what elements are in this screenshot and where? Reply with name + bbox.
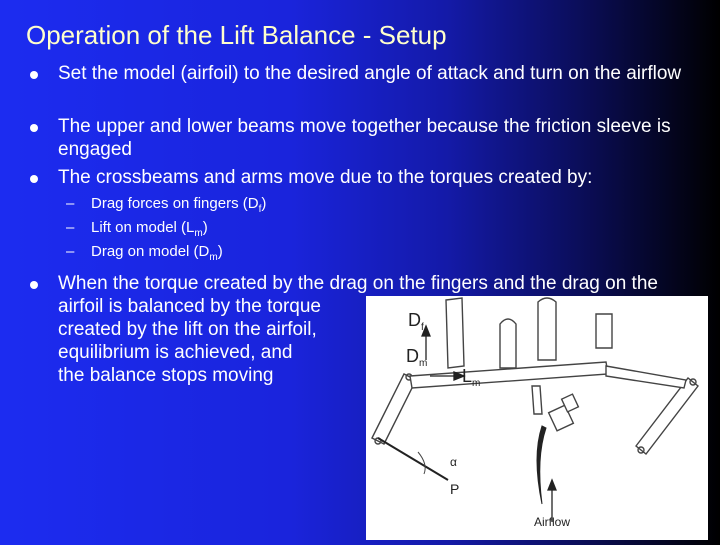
label-dm-sub: m xyxy=(419,358,428,369)
finger-3 xyxy=(538,298,556,360)
label-alpha: α xyxy=(450,455,457,469)
label-airflow: Airflow xyxy=(534,515,571,529)
model-beam xyxy=(532,386,542,414)
bullet-dot-icon xyxy=(30,175,38,183)
bullet-4-line-4: equilibrium is achieved, and xyxy=(58,342,293,363)
label-lm xyxy=(462,366,480,389)
label-df-sub: f xyxy=(421,322,424,333)
bullet-dot-icon xyxy=(30,281,38,289)
bullet-4-line-2: airfoil is balanced by the torque xyxy=(58,296,321,317)
label-lm-sub: m xyxy=(472,378,481,389)
label-df xyxy=(408,310,424,333)
label-p: P xyxy=(450,481,460,497)
finger-4 xyxy=(596,314,612,348)
sub-bullet-1-subscript: f xyxy=(258,204,262,215)
label-dm-main: D xyxy=(406,346,419,366)
label-df-main: D xyxy=(408,310,421,330)
sub-bullet-3-text: Drag on model (D xyxy=(91,243,210,260)
left-arm xyxy=(372,374,416,444)
sub-bullet-2-subscript: m xyxy=(194,228,203,239)
sub-bullet-2-text: Lift on model (L xyxy=(91,219,195,236)
bullet-1-text: Set the model (airfoil) to the desired angle of attack and turn on the airflow xyxy=(58,63,682,84)
label-lm-main: L xyxy=(462,366,473,386)
sub-bullet-3-subscript: m xyxy=(209,252,218,263)
bullet-4-line-5: the balance stops moving xyxy=(58,365,274,386)
label-dm xyxy=(406,346,427,369)
slide-title: Operation of the Lift Balance - Setup xyxy=(26,20,447,50)
dash-icon: – xyxy=(66,219,75,236)
sub-bullet-3-end: ) xyxy=(217,243,223,260)
lift-balance-drawing xyxy=(366,296,708,540)
dash-icon: – xyxy=(66,195,75,212)
bullet-dot-icon xyxy=(30,71,38,79)
balance-pivot-line xyxy=(378,438,448,480)
sub-bullet-2-end: ) xyxy=(202,219,208,236)
bullet-4-line-3: created by the lift on the airfoil, xyxy=(58,319,317,340)
sub-bullet-1-text: Drag forces on fingers (D xyxy=(91,195,259,212)
dash-icon: – xyxy=(66,243,75,260)
airfoil-model xyxy=(537,426,546,504)
airflow-arrowhead xyxy=(548,480,556,490)
finger-1 xyxy=(446,298,464,368)
bullet-dot-icon xyxy=(30,124,38,132)
right-arm xyxy=(636,378,698,454)
finger-2 xyxy=(500,319,516,368)
right-link xyxy=(606,366,686,388)
bullet-4-line-1: When the torque created by the drag on the fingers and the drag on the xyxy=(58,273,658,294)
bullet-2-text: The upper and lower beams move together because the friction sleeve is engaged xyxy=(58,116,671,160)
lift-balance-diagram xyxy=(366,296,708,540)
bullet-3-text: The crossbeams and arms move due to the torques created by: xyxy=(58,167,593,188)
sub-bullet-1-end: ) xyxy=(261,195,267,212)
